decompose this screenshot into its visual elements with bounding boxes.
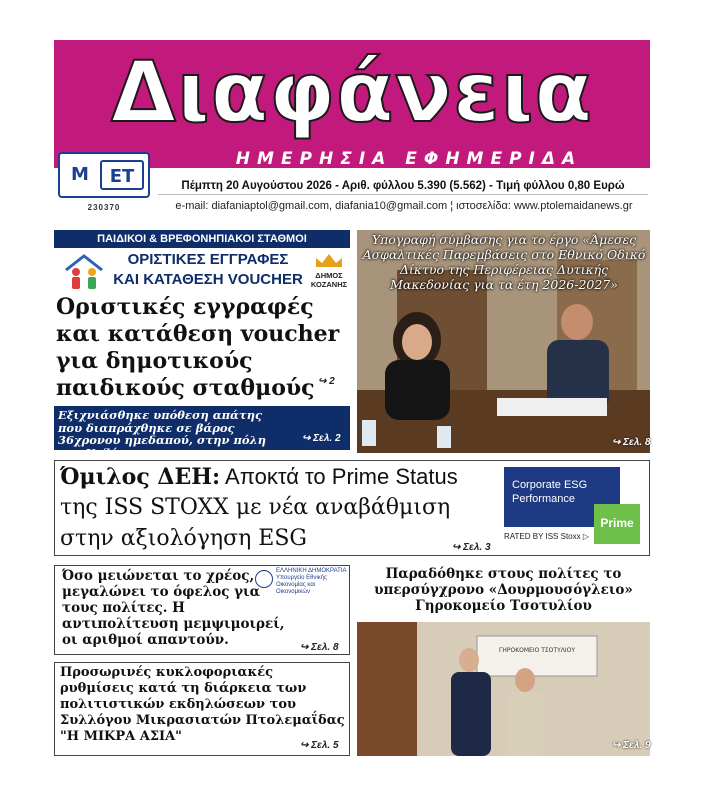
greek-emblem-icon [255, 570, 273, 588]
met-logo-code: 230370 [87, 203, 121, 212]
page-ref-5[interactable]: ↪ Σελ. 5 [300, 740, 339, 751]
deh-headline-part2: της ISS STOXX με νέα αναβάθμιση [60, 495, 451, 520]
traffic-headline[interactable]: Προσωρινές κυκλοφοριακές ρυθμίσεις κατά τη διάρκεια των πολιτιστικών εκδηλώσεων του Συλλόγου Μικρασιατών Πτολεμαΐδας "Η ΜΙΚΡΑ ΑΣΙΑ" [60, 665, 345, 744]
page-ref-8-signing[interactable]: ↪ Σελ. 8 [612, 437, 651, 448]
page-ref-debt[interactable]: ↪ Σελ. 8 [300, 642, 339, 653]
children-house-icon [62, 250, 106, 294]
deh-headline-part1: Αποκτά το Prime Status [220, 464, 458, 489]
debt-headline[interactable]: Όσο μειώνεται το χρέος, μεγαλώνει το όφελος για τους πολίτες. Η αντιπολίτευση μεμψιμοιρεί, οι αριθμοί απαντούν. [62, 568, 285, 648]
nursing-home-headline[interactable]: Παραδόθηκε στους πολίτες το υπερσύγχρονο «Δουρμουσόγλειο» Γηροκομείο Τσοτυλίου [374, 566, 633, 614]
deh-headline[interactable] [60, 462, 500, 554]
kozani-crown-icon [312, 252, 346, 268]
prime-badge-label: Prime [600, 516, 634, 530]
contact-line[interactable]: e-mail: diafaniaptol@gmail.com, diafania10@gmail.com ¦ ιστοσελίδα: www.ptolemaidanews.gr [175, 200, 633, 212]
newspaper-subtitle: ΗΜΕΡΗΣΙΑ ΕΦΗΜΕΡΙΔΑ [235, 149, 583, 169]
ministry-label: ΕΛΛΗΝΙΚΗ ΔΗΜΟΚΡΑΤΙΑ Υπουργείο Εθνικής Οικονομίας και Οικονομικών [276, 568, 347, 595]
kozani-municipality-label: ΔΗΜΟΣ ΚΟΖΑΝΗΣ [310, 271, 348, 289]
fraud-headline[interactable]: Εξιχνιάσθηκε υπόθεση απάτης που διαπράχθηκε σε βάρος 36χρονου ημεδαπού, στην πόλη της Κοζάνης [58, 408, 266, 460]
nursing-home-photo [357, 622, 650, 756]
contract-signing-caption[interactable]: Υπογραφή σύμβασης για το έργο «Άμεσες Ασφαλτικές Παρεμβάσεις στο Εθνικό Οδικό Δίκτυο της Περιφέρειας Δυτικής Μακεδονίας για τα έτη 2026-2027» [362, 232, 646, 292]
page-ref-fraud[interactable]: ↪ Σελ. 2 [302, 433, 341, 444]
deh-headline-lead: Όμιλος ΔΕΗ: [60, 464, 221, 490]
page-ref-3[interactable]: ↪ Σελ. 3 [452, 542, 491, 553]
esg-badge-label: Corporate ESG Performance [512, 479, 588, 505]
page-ref-9[interactable]: ↪ Σελ. 9 [612, 740, 651, 751]
newspaper-title: Διαφάνεια [110, 43, 594, 141]
met-logo-right: ΕΤ [100, 160, 144, 190]
page-ref-2[interactable]: ↪ 2 [318, 376, 335, 387]
kindergarten-banner-line1: ΟΡΙΣΤΙΚΕΣ ΕΓΓΡΑΦΕΣ [127, 251, 289, 268]
nursing-home-sign: ΓΗΡΟΚΟΜΕΙΟ ΤΣΟΤΥΛΙΟΥ [499, 647, 575, 654]
kindergarten-headline[interactable]: Οριστικές εγγραφές και κατάθεση voucher για δημοτικούς παιδικούς σταθμούς [56, 294, 340, 401]
deh-headline-part3: στην αξιολόγηση ESG [60, 526, 307, 551]
kindergarten-banner-line2: ΚΑΙ ΚΑΤΑΘΕΣΗ VOUCHER [113, 271, 303, 288]
issue-line: Πέμπτη 20 Αυγούστου 2026 - Αριθ. φύλλου 5.390 (5.562) - Τιμή φύλλου 0,80 Ευρώ [158, 178, 648, 195]
met-logo-left: Μ [71, 164, 89, 185]
rated-by-label: RATED BY ISS Stoxx ▷ [504, 532, 589, 541]
kindergarten-banner-header: ΠΑΙΔΙΚΟΙ & ΒΡΕΦΟΝΗΠΙΑΚΟΙ ΣΤΑΘΜΟΙ [54, 230, 350, 248]
